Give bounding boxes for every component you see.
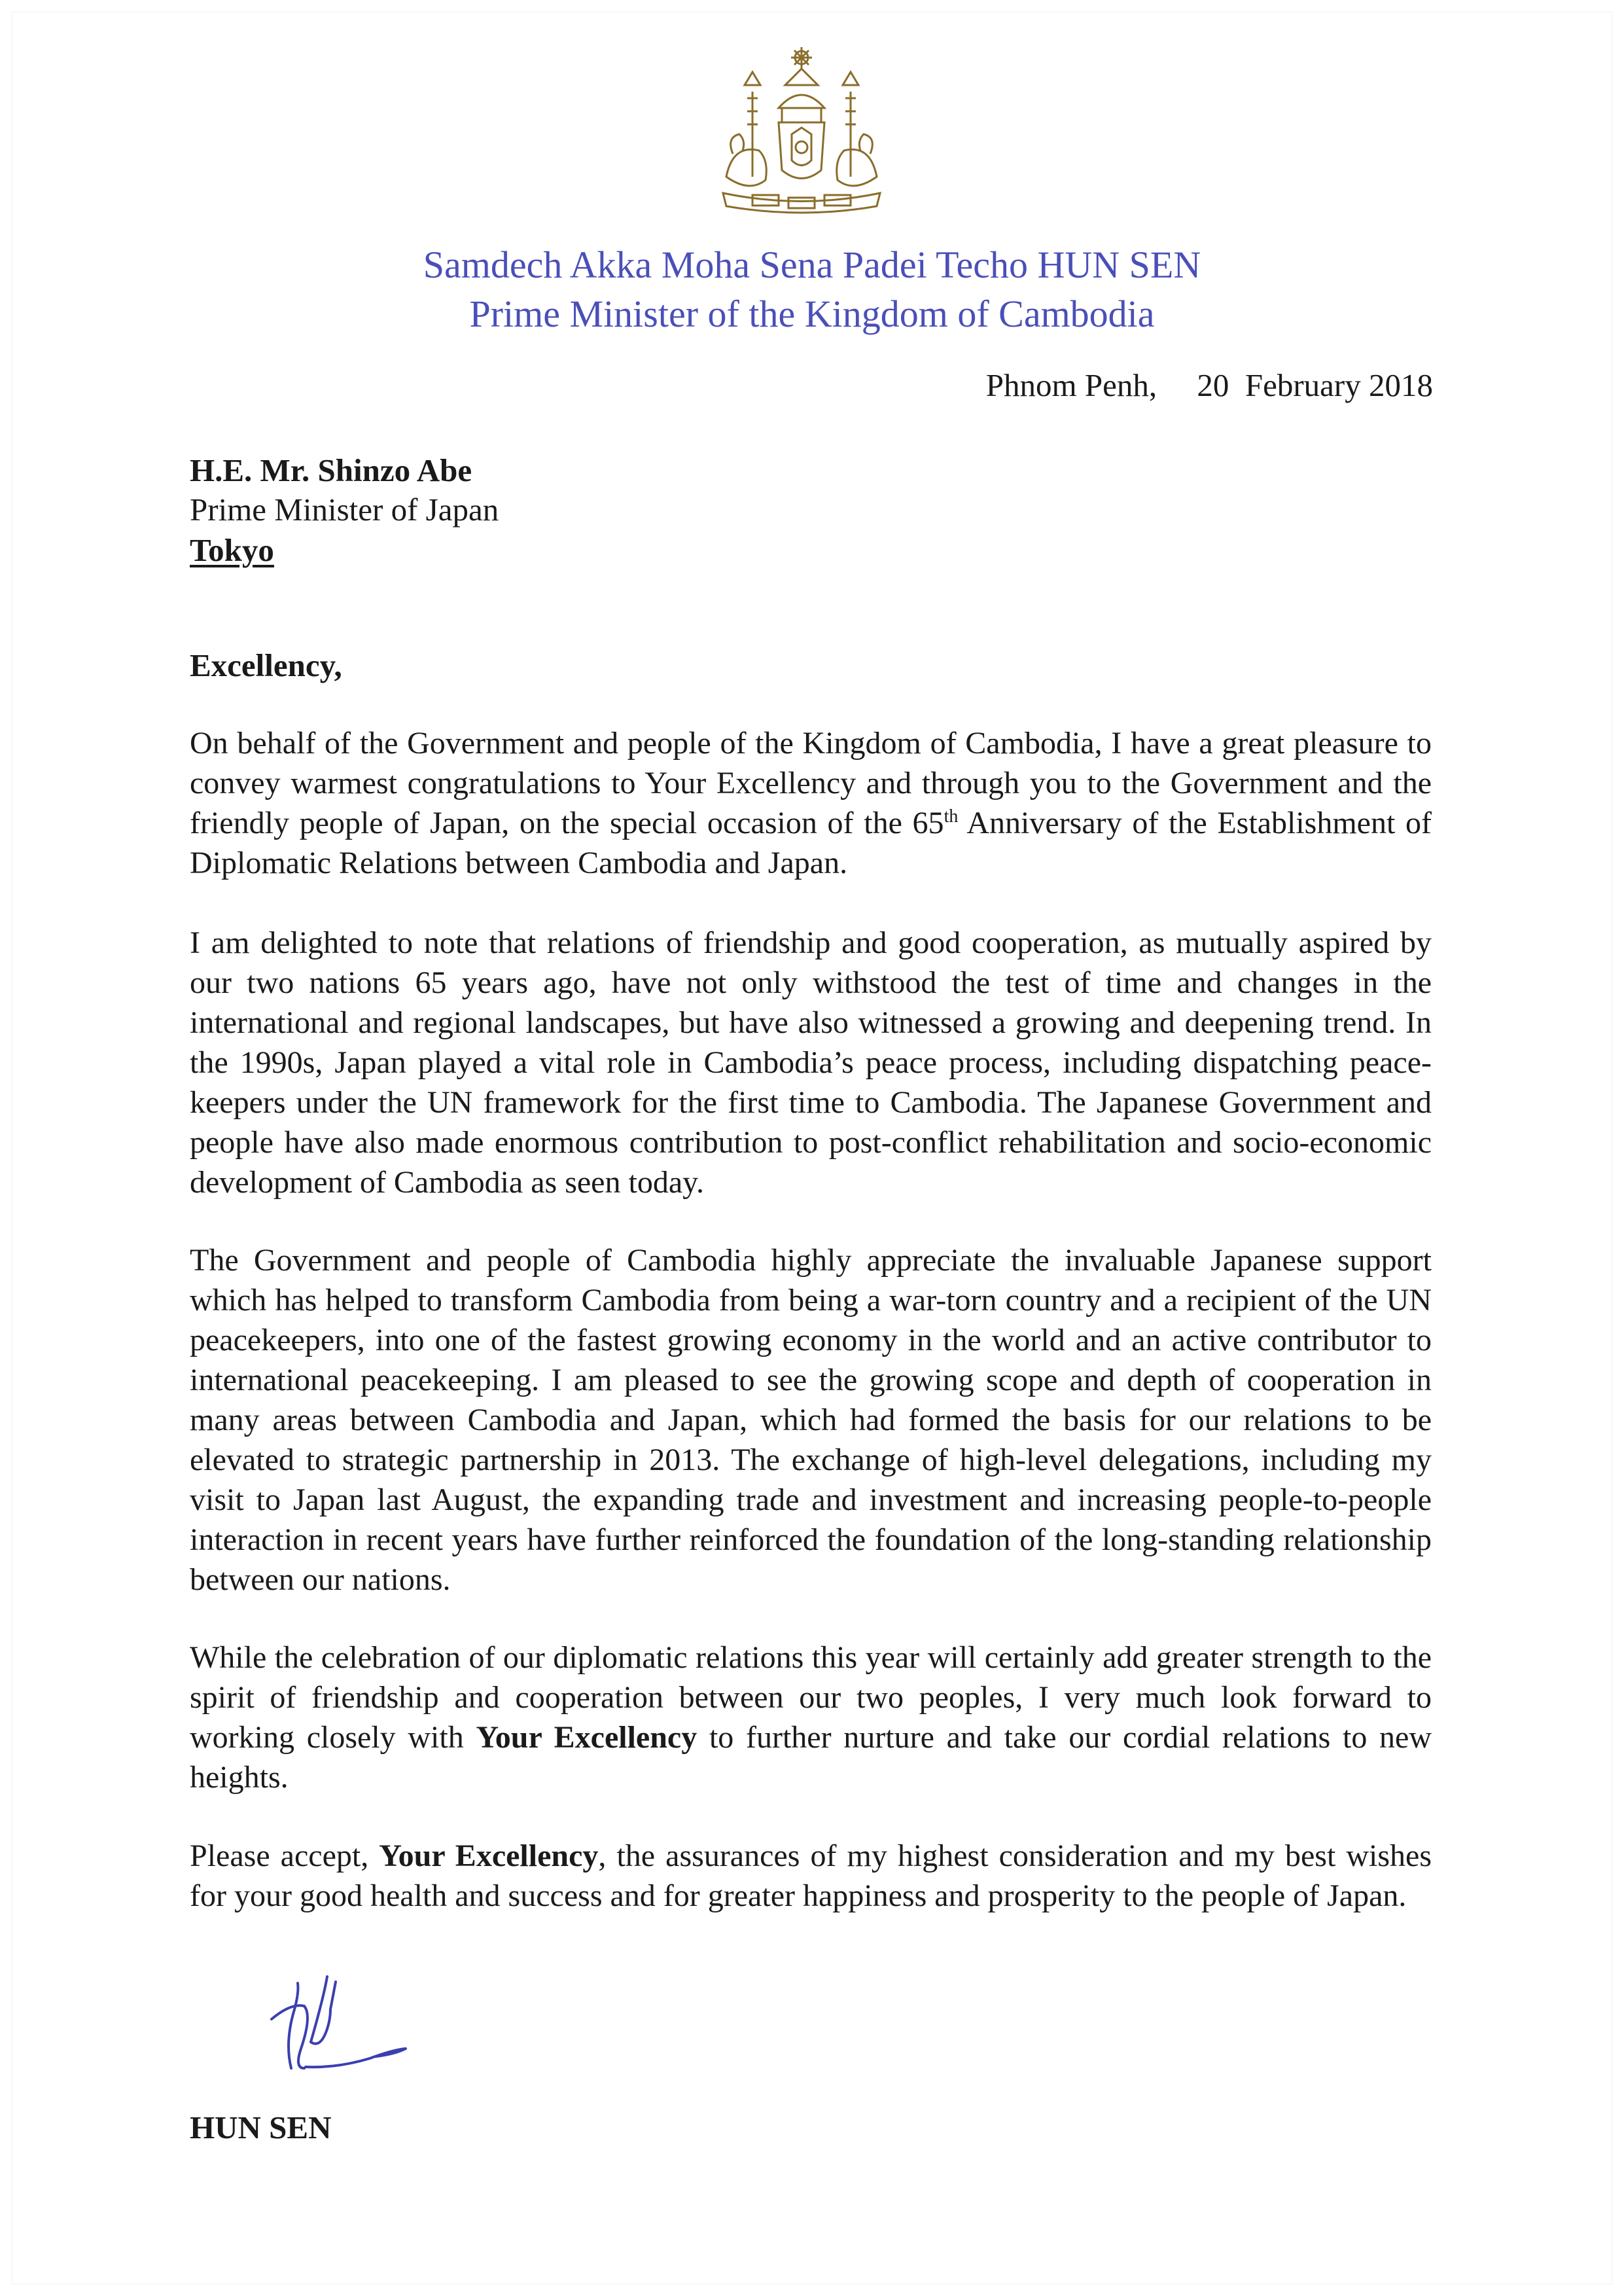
sender-title-heading: Prime Minister of the Kingdom of Cambodia bbox=[469, 293, 1155, 335]
paragraph-1-superscript: th bbox=[944, 806, 959, 827]
paragraph-5-text-a: Please accept, bbox=[190, 1839, 380, 1873]
dateline bbox=[949, 367, 1433, 404]
paragraph-1 bbox=[190, 723, 1432, 883]
salutation: Excellency, bbox=[190, 647, 342, 683]
paragraph-5 bbox=[190, 1836, 1432, 1916]
recipient-name: H.E. Mr. Shinzo Abe bbox=[190, 452, 472, 488]
paragraph-5-text-b: , the assurances of my highest consideration and my best wishes for your good health and success and for greater happiness and prosperity to the people of Japan. bbox=[190, 1839, 1432, 1913]
recipient-city: Tokyo bbox=[190, 532, 274, 568]
paragraph-4-text-b: to further nurture and take our cordial relations to new heights. bbox=[190, 1720, 1432, 1795]
dateline-date: 20 February 2018 bbox=[1197, 367, 1433, 403]
paragraph-1-text-a: On behalf of the Government and people of the Kingdom of Cambodia, I have a great pleasure to convey warmest congratulations to Your Excellency and through you to the Government and the friendly people of Japan, on the special occasion of the 65 bbox=[190, 726, 1432, 840]
paragraph-4-emphasis: Your Excellency bbox=[476, 1720, 697, 1755]
dateline-place: Phnom Penh, bbox=[985, 367, 1157, 403]
handwritten-signature-icon bbox=[265, 1970, 422, 2081]
paragraph-4-text-a: While the celebration of our diplomatic relations this year will certainly add greater strength to the spirit of friendship and cooperation between our two peoples, I very much look forward to working closely with bbox=[190, 1640, 1432, 1755]
paragraph-5-emphasis: Your Excellency bbox=[379, 1839, 599, 1873]
recipient-title: Prime Minister of Japan bbox=[190, 492, 499, 528]
paragraph-3: The Government and people of Cambodia highly appreciate the invaluable Japanese support which has helped to transform Cambodia from being a war-torn country and a recipient of the UN peacekeepers, into one of the fastest growing economy in the world and an active contributor to international peacekeeping. I am pleased to see the growing scope and depth of cooperation in many areas between Cambodia and Japan, which had formed the basis for our relations to be elevated to strategic partnership in 2013. The exchange of high-level delegations, including my visit to Japan last August, the expanding trade and investment and increasing people-to-people interaction in recent years have further reinforced the foundation of the long-standing relationship between our nations. bbox=[190, 1243, 1432, 1597]
cambodia-royal-coat-of-arms-icon bbox=[713, 46, 890, 219]
sender-name-heading: Samdech Akka Moha Sena Padei Techo HUN SEN bbox=[423, 243, 1201, 286]
paragraph-4 bbox=[190, 1638, 1432, 1797]
paragraph-1-text-b: Anniversary of the Establishment of Diplomatic Relations between Cambodia and Japan. bbox=[190, 806, 1432, 880]
paragraph-2: I am delighted to note that relations of friendship and good cooperation, as mutually aspired by our two nations 65 years ago, have not only withstood the test of time and changes in the international and regional landscapes, but have also witnessed a growing and deepening trend. In the 1990s, Japan played a vital role in Cambodia’s peace process, including dispatching peace-keepers under the UN framework for the first time to Cambodia. The Japanese Government and people have also made enormous contribution to post-conflict rehabilitation and socio-economic development of Cambodia as seen today. bbox=[190, 925, 1432, 1200]
signatory-name: HUN SEN bbox=[190, 2109, 332, 2145]
